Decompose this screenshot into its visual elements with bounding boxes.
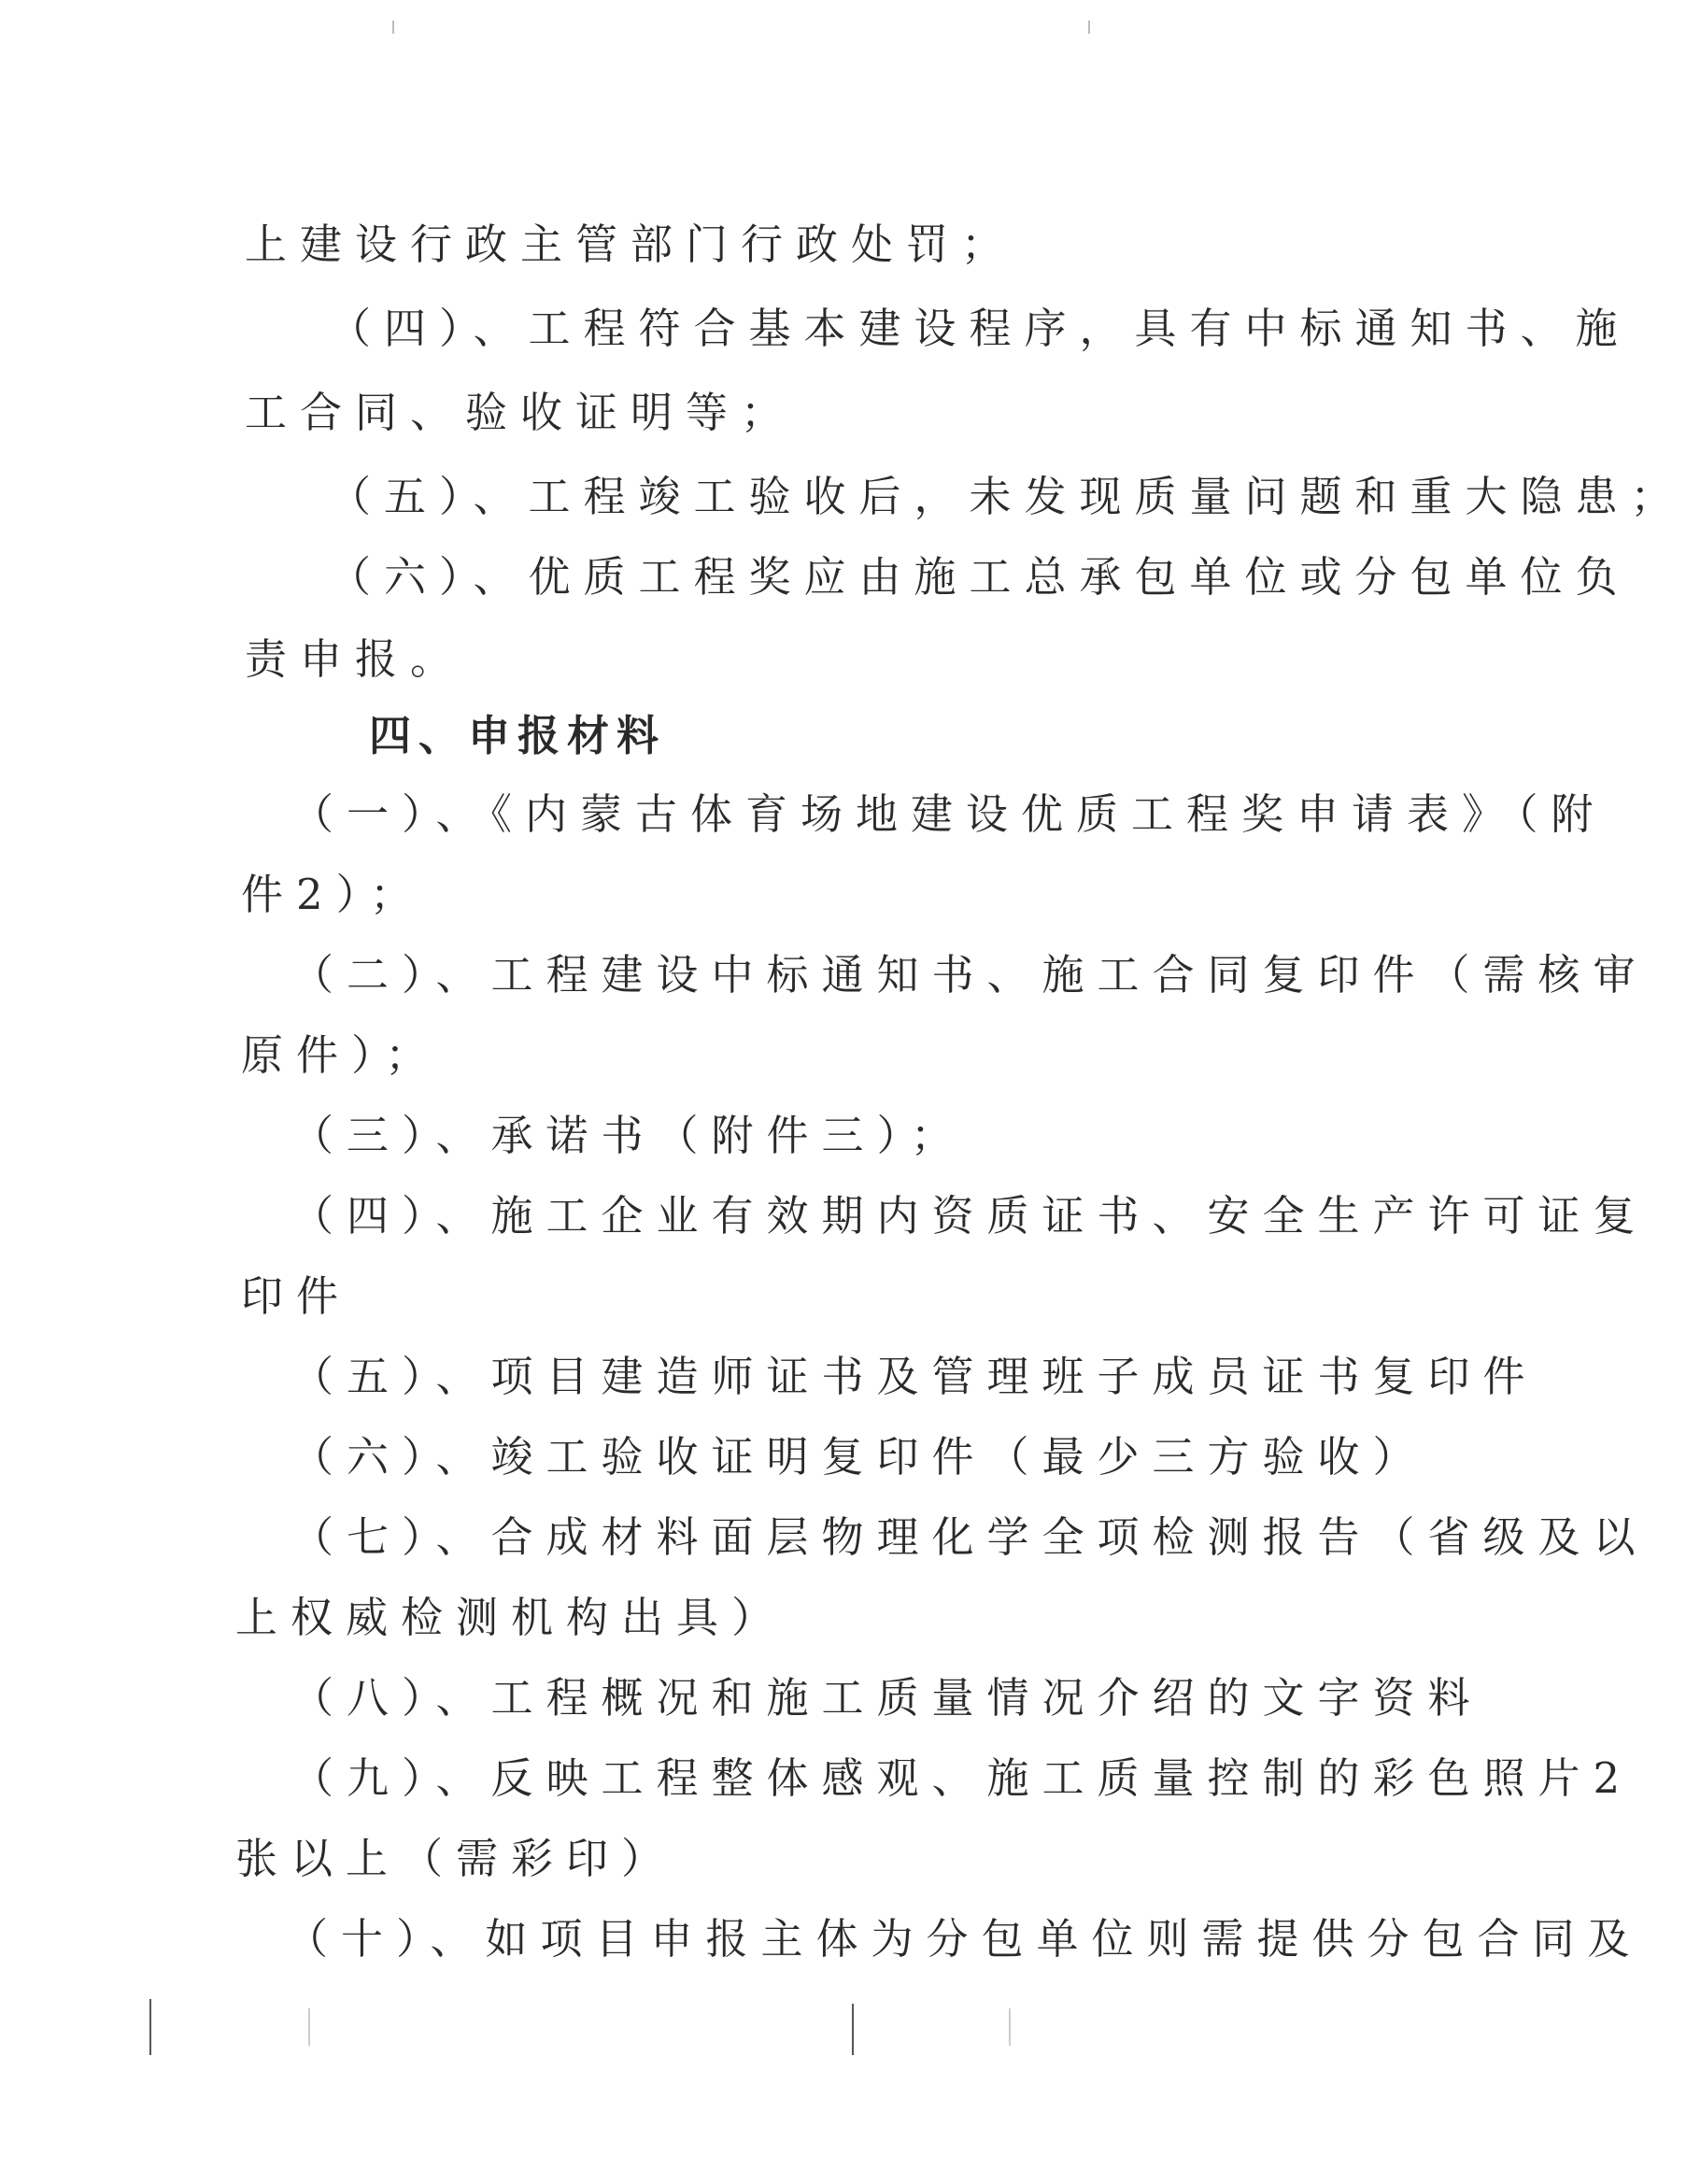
scan-mark [392,21,394,34]
text-line: 工合同、验收证明等； [245,388,797,437]
text-line: 件2）； [241,870,426,919]
scan-mark [1088,21,1090,34]
text-line: （九）、反映工程整体感观、施工质量控制的彩色照片2 [291,1753,1634,1803]
text-line: （一）、《内蒙古体育场地建设优质工程奖申请表》（附 [291,789,1607,839]
text-line: （五）、工程竣工验收后，未发现质量问题和重大隐患； [329,472,1686,521]
text-line: 张以上（需彩印） [235,1834,677,1883]
section-heading: 四、申报材料 [369,711,667,760]
text-line: （八）、工程概况和施工质量情况介绍的文字资料 [291,1673,1483,1723]
text-line: （四）、工程符合基本建设程序，具有中标通知书、施 [329,304,1631,353]
text-line: （二）、工程建设中标通知书、施工合同复印件（需核审 [291,950,1649,1000]
text-line: 印件 [241,1271,352,1321]
text-line: （七）、合成材料面层物理化学全项检测报告（省级及以 [291,1512,1649,1562]
scan-mark [308,2008,310,2046]
scan-mark [1009,2008,1011,2046]
text-line: （四）、施工企业有效期内资质证书、安全生产许可证复 [291,1191,1649,1241]
text-line: 原件）； [241,1030,441,1080]
text-line: 责申报。 [245,634,466,684]
text-line: （五）、项目建造师证书及管理班子成员证书复印件 [291,1352,1538,1401]
text-line: （六）、竣工验收证明复印件（最少三方验收） [291,1432,1428,1482]
scan-mark [149,1999,151,2055]
text-line: （十）、如项目申报主体为分包单位则需提供分包合同及 [286,1914,1643,1964]
text-line: （六）、优质工程奖应由施工总承包单位或分包单位负 [329,552,1631,602]
text-line: （三）、承诺书（附件三）； [291,1111,967,1160]
text-line: 上建设行政主管部门行政处罚； [245,220,1017,269]
text-line: 上权威检测机构出具） [235,1593,787,1642]
scan-mark [852,2004,854,2055]
